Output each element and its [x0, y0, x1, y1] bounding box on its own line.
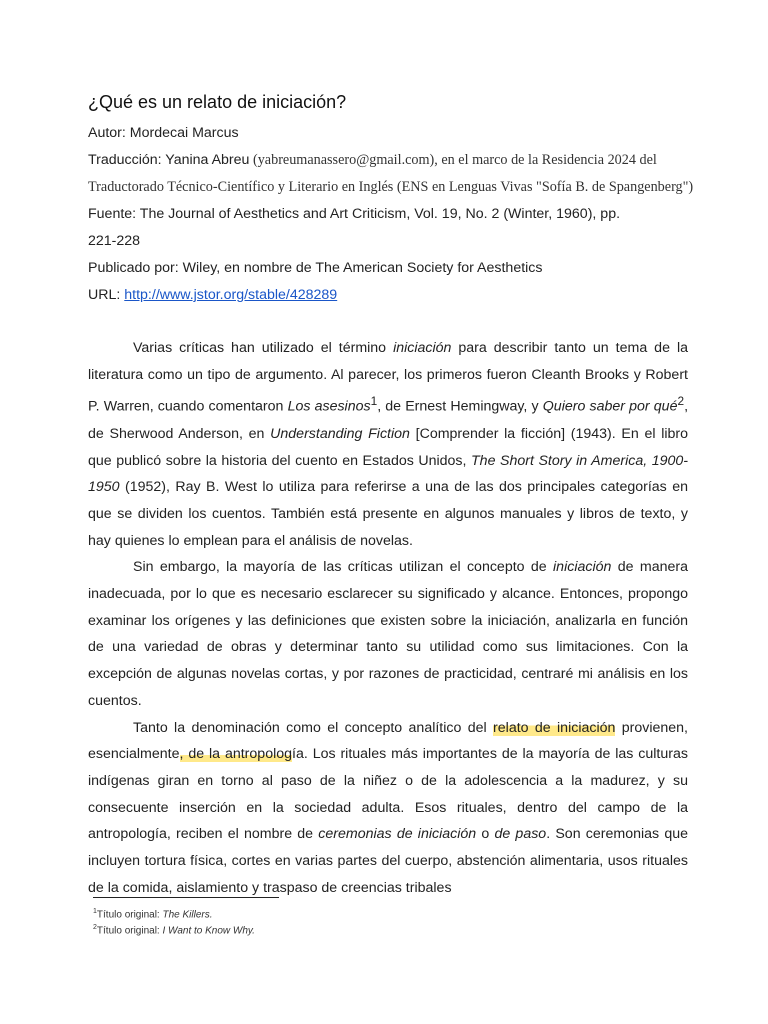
source-line-1: Fuente: The Journal of Aesthetics and Art Criticism, Vol. 19, No. 2 (Winter, 1960), pp.	[88, 206, 621, 222]
highlight-antropologia: , de la antropolog	[179, 746, 293, 763]
translation-line-2	[88, 179, 693, 196]
footnote-1: $^1$Título original: The Killers.	[93, 908, 213, 921]
jstor-link[interactable]: http://www.jstor.org/stable/428289	[124, 287, 338, 303]
translation-line-1	[88, 152, 657, 169]
publisher-line: Publicado por: Wiley, en nombre de The American Society for Aesthetics	[88, 260, 543, 276]
translator-label: Traducción: Yanina Abreu	[88, 152, 250, 168]
paragraph-2: Sin embargo, la mayoría de las críticas utilizan el concepto de iniciación de manera inadecuada, por lo que es necesario esclarecer su significado y alcance. Entonces, propongo examinar los orígenes y las definiciones que existen sobre la iniciación, analizarla en función de una variedad de obras y determinar tanto su utilidad como sus limitaciones. Con la excepción de algunas novelas cortas, y por razones de practicidad, centraré mi análisis en los cuentos.	[88, 559, 688, 709]
translation-context: (yabreumanassero@gmail.com), en el marco de la Residencia 2024 del	[249, 152, 657, 168]
source-line-2: 221-228	[88, 233, 141, 249]
highlight-relato-de-iniciacion: relato de iniciación	[493, 719, 616, 736]
footnote-2: $^2$Título original: I Want to Know Why.	[93, 924, 255, 937]
url-line	[88, 287, 337, 303]
document-title: ¿Qué es un relato de iniciación?	[88, 92, 347, 112]
body-text	[88, 335, 688, 902]
translation-context-cont: Traductorado Técnico-Científico y Literario en Inglés (ENS en Lenguas Vivas "Sofía B. de Spangenberg")	[88, 179, 694, 195]
footnote-ref-1[interactable]: 1	[370, 394, 378, 409]
url-label: URL:	[88, 287, 125, 303]
footnote-separator	[93, 897, 279, 898]
author-line: Autor: Mordecai Marcus	[88, 125, 239, 141]
paragraph-3: Tanto la denominación como el concepto analítico del relato de iniciación provienen, esencialmente, de la antropología. Los rituales más importantes de la mayoría de las culturas indígenas giran en torno al paso de la niñez o de la adolescencia a la madurez, y su consecuente inserción en la sociedad adulta. Esos rituales, dentro del campo de la antropología, reciben el nombre de ceremonias de iniciación o de paso. Son ceremonias que incluyen tortura física, cortes en varias partes del cuerpo, abstención alimentaria, usos rituales de la comida, aislamiento y traspaso de creencias tribales	[88, 719, 689, 896]
paragraph-1: Varias críticas han utilizado el término iniciación para describir tanto un tema de la literatura como un tipo de argumento. Al parecer, los primeros fueron Cleanth Brooks y Robert P. Warren, cuando comentaron Los asesinos$^1$, de Ernest Hemingway, y Quiero saber por qué$^2$, de Sherwood Anderson, en Understanding Fiction [Comprender la ficción] (1943). En el libro que publicó sobre la historia del cuento en Estados Unidos, The Short Story in America, 1900-1950 (1952), Ray B. West lo utiliza para referirse a una de las dos principales categorías en que se dividen los cuentos. También está presente en algunos manuales y libros de texto, y hay quienes lo emplean para el análisis de novelas.	[88, 340, 689, 549]
footnote-ref-2[interactable]: 2	[677, 394, 685, 409]
